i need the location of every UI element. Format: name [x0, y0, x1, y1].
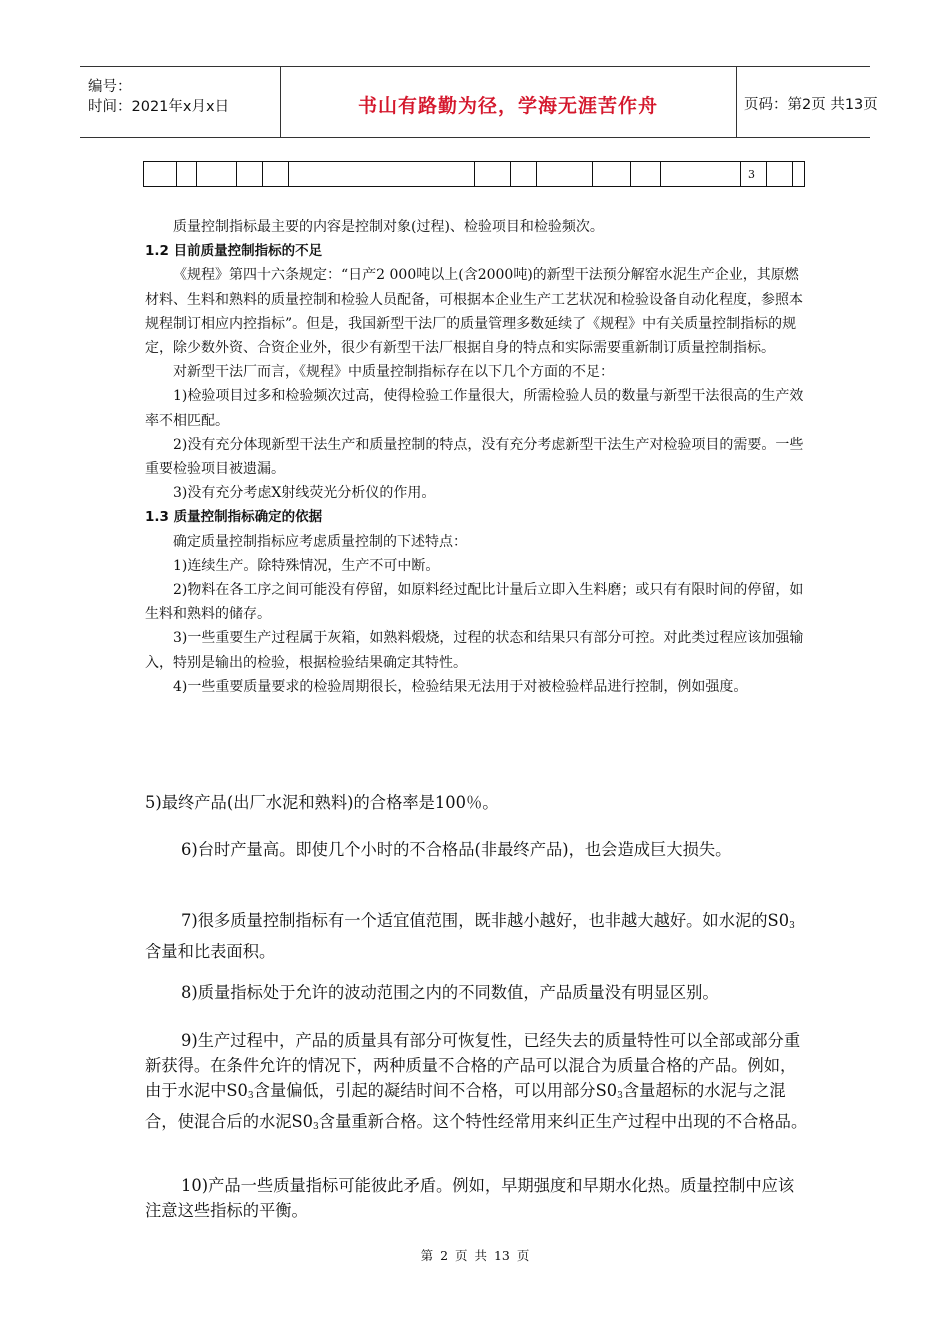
- list-item-6: 6)台时产量高。即使几个小时的不合格品(非最终产品)，也会造成巨大损失。: [181, 840, 732, 859]
- table-divider: [792, 162, 793, 186]
- subscript-3: 3: [617, 1091, 623, 1101]
- table-divider: [262, 162, 263, 186]
- list-item: 1)检验项目过多和检验频次过高，使得检验工作量很大，所需检验人员的数量与新型干法很高的生产效率不相匹配。: [145, 388, 804, 429]
- table-divider: [592, 162, 593, 186]
- paragraph: 确定质量控制指标应考虑质量控制的下述特点：: [173, 533, 467, 550]
- table-divider: [288, 162, 289, 186]
- list-item-10: 10)产品一些质量指标可能彼此矛盾。例如，早期强度和早期水化热。质量控制中应该注意这些指标的平衡。: [145, 1176, 795, 1220]
- section-small-text: [145, 215, 807, 699]
- table-divider: [176, 162, 177, 186]
- table-divider: [510, 162, 511, 186]
- table-divider: [740, 162, 741, 186]
- header-motto: 书山有路勤为径，学海无涯苦作舟: [357, 95, 658, 117]
- page-footer: 第 2 页 共 13 页: [420, 1248, 530, 1263]
- subscript-3: 3: [313, 1122, 319, 1132]
- list-item: 3)一些重要生产过程属于灰箱，如熟料煅烧，过程的状态和结果只有部分可控。对此类过程应该加强输入，特别是输出的检验，根据检验结果确定其特性。: [145, 630, 804, 671]
- list-item: 2)物料在各工序之间可能没有停留，如原料经过配比计量后立即入生料磨；或只有有限时间的停留，如生料和熟料的储存。: [145, 582, 804, 623]
- header-page-number: 页码：第2页 共13页: [744, 97, 878, 113]
- table-cell-value: 3: [748, 168, 755, 181]
- list-item-5: 5)最终产品(出厂水泥和熟料)的合格率是100％。: [145, 793, 499, 812]
- document-time: 时间：2021年x月x日: [88, 99, 230, 115]
- section-heading-1-3: 1.3 质量控制指标确定的依据: [145, 509, 323, 526]
- table-divider: [236, 162, 237, 186]
- list-item-9-text: 9)生产过程中，产品的质量具有部分可恢复性，已经失去的质量特性可以全部或部分重新获得。在条件允许的情况下，两种质量不合格的产品可以混合为质量合格的产品。例如，由于水泥中S0: [145, 1031, 801, 1100]
- document-number: 编号：: [88, 79, 132, 95]
- table-divider: [766, 162, 767, 186]
- list-item-9: [145, 1028, 810, 1140]
- section-heading-1-2: 1.2 目前质量控制指标的不足: [145, 243, 323, 260]
- table-divider: [660, 162, 661, 186]
- table-divider: [196, 162, 197, 186]
- list-item-7: [145, 908, 810, 964]
- paragraph: 《规程》第四十六条规定：“日产2 000吨以上(含2000吨)的新型干法预分解窑水泥生产企业，其原燃材料、生料和熟料的质量控制和检验人员配备，可根据本企业生产工艺状况和检验设备自动化程度，参照本规程制订相应内控指标”。但是，我国新型干法厂的质量管理多数延续了《规程》中有关质量控制指标的规定，除少数外资、合资企业外，很少有新型干法厂根据自身的特点和实际需要重新制订质量控制指标。: [145, 267, 803, 357]
- subscript-3: 3: [247, 1091, 254, 1101]
- paragraph: 对新型干法厂而言，《规程》中质量控制指标存在以下几个方面的不足：: [173, 364, 614, 381]
- list-item-9-text: 含量偏低，引起的凝结时间不合格，可以用部分S0: [253, 1081, 618, 1100]
- list-item: 2)没有充分体现新型干法生产和质量控制的特点，没有充分考虑新型干法生产对检验项目的需要。一些重要检验项目被遗漏。: [145, 436, 804, 478]
- table-divider: [630, 162, 631, 186]
- list-item-8: 8)质量指标处于允许的波动范围之内的不同数值，产品质量没有明显区别。: [181, 983, 719, 1002]
- list-item: 1)连续生产。除特殊情况，生产不可中断。: [173, 557, 440, 574]
- table-divider: [474, 162, 475, 186]
- list-item-7-text: 含量和比表面积。: [145, 942, 276, 961]
- list-item-9-text: 含量重新合格。这个特性经常用来纠正生产过程中出现的不合格品。: [318, 1112, 808, 1131]
- list-item: 4)一些重要质量要求的检验周期很长，检验结果无法用于对被检验样品进行控制，例如强度。: [173, 678, 748, 695]
- header-motto-cell: [280, 67, 737, 137]
- paragraph: 质量控制指标最主要的内容是控制对象(过程)、检验项目和检验频次。: [173, 219, 604, 235]
- header-info-cell: [80, 67, 281, 137]
- subscript-3: 3: [789, 921, 795, 931]
- list-item-7-text: 7)很多质量控制指标有一个适宜值范围，既非越小越好，也非越大越好。如水泥的S0: [181, 911, 790, 930]
- table-fragment: [143, 161, 805, 187]
- list-item-9-text: 含量超标的水泥与之混合，使混合后的水泥S0: [145, 1081, 786, 1131]
- list-item: 3)没有充分考虑X射线荧光分析仪的作用。: [173, 485, 436, 502]
- table-divider: [536, 162, 537, 186]
- header-page-cell: [736, 67, 878, 137]
- page-header: [80, 66, 878, 138]
